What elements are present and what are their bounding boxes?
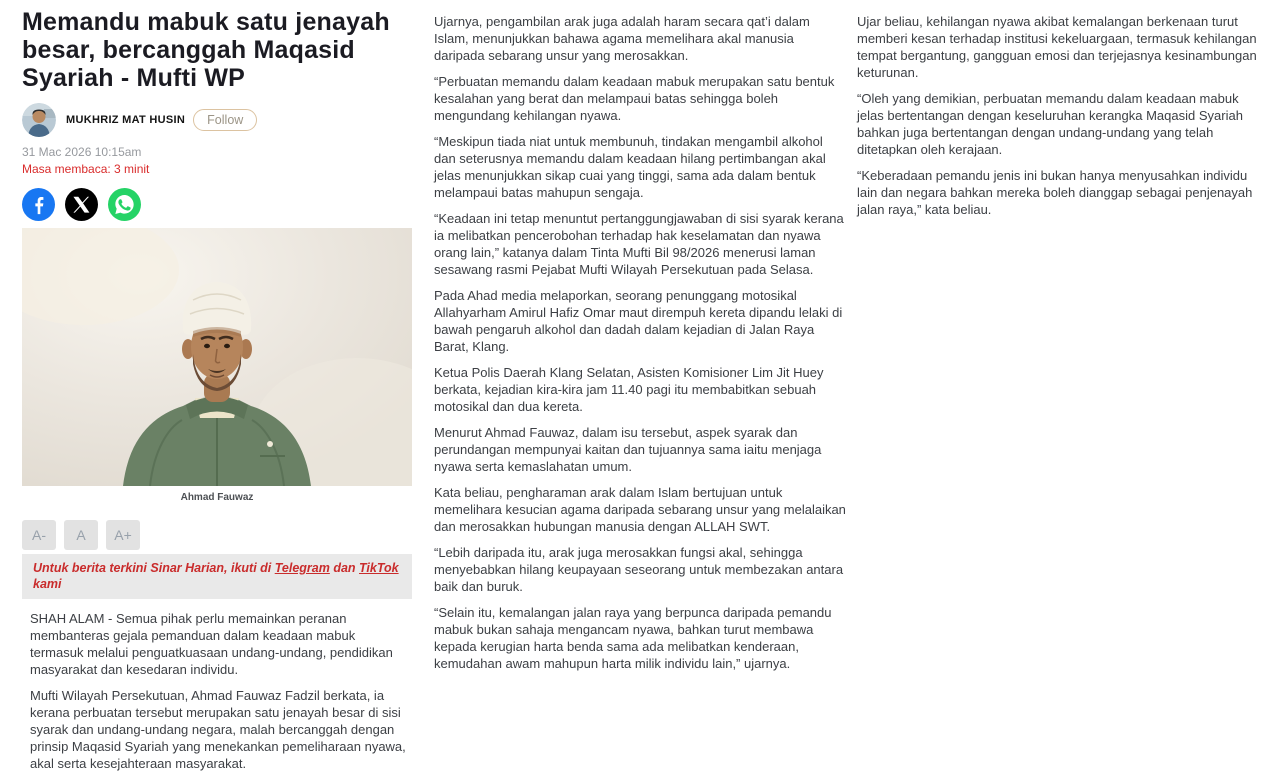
article-image [22,228,412,486]
intro-paragraphs [22,610,412,772]
paragraph: “Perbuatan memandu dalam keadaan mabuk merupakan satu bentuk kesalahan yang berat dan melampaui batas sehingga boleh mengundang kehilangan nyawa. [434,74,835,123]
paragraph: “Oleh yang demikian, perbuatan memandu dalam keadaan mabuk jelas bertentangan dengan keseluruhan kerangka Maqasid Syariah bahkan juga bertentangan dengan undang-undang yang telah ditetapkan oleh kerajaan. [857,91,1243,157]
article-middle-column [434,0,846,681]
article-left-column [22,0,412,781]
facebook-share-icon[interactable] [22,188,55,221]
article-right-column [857,0,1267,227]
paragraph: “Keadaan ini tetap menuntut pertanggungjawaban di sisi syarak kerana ia melibatkan pencerobohan terhadap hak keselamatan dan nyawa orang lain,” katanya dalam Tinta Mufti Bil 98/2026 menerusi laman sesawang rasmi Pejabat Mufti Wilayah Persekutuan pada Selasa. [434,211,844,277]
article-figure [22,228,412,503]
paragraph: Kata beliau, pengharaman arak dalam Islam bertujuan untuk memelihara kesucian agama daripada sebarang unsur yang melalaikan dan merosakkan hubungan manusia dengan ALLAH SWT. [434,485,846,534]
notice-text-prefix: Untuk berita terkini Sinar Harian, ikuti di [33,561,275,575]
x-share-icon[interactable] [65,188,98,221]
page-title: Memandu mabuk satu jenayah besar, bercanggah Maqasid Syariah - Mufti WP [22,8,390,92]
whatsapp-share-icon[interactable] [108,188,141,221]
share-buttons [22,188,412,221]
paragraph: “Selain itu, kemalangan jalan raya yang berpunca daripada pemandu mabuk bukan sahaja mengancam nyawa, bahkan turut membawa kepada kerugian harta benda sama ada melibatkan kenderaan, kemudahan awam mahupun harta milik individu lain,” ujarnya. [434,605,832,671]
paragraph: SHAH ALAM - Semua pihak perlu memainkan peranan membanteras gejala pemanduan dalam keadaan mabuk termasuk melalui penguatkuasaan undang-undang, pendidikan masyarakat dan kesedaran individu. [30,610,393,677]
paragraph: Mufti Wilayah Persekutuan, Ahmad Fauwaz Fadzil berkata, ia kerana perbuatan tersebut merupakan satu jenayah besar di sisi syarak dan undang-undang negara, malah bercanggah dengan prinsip Maqasid Syariah yang menekankan pemeliharaan nyawa, akal serta kesejahteraan masyarakat. [30,687,406,771]
reading-time: Masa membaca: 3 minit [22,162,150,176]
paragraph: “Keberadaan pemandu jenis ini bukan hanya menyusahkan individu lain dan negara bahkan mereka boleh dianggap sebagai penjenayah jalan raya,” kata beliau. [857,168,1253,217]
tiktok-link[interactable]: TikTok [359,561,399,575]
font-increase-button[interactable]: A+ [106,520,140,550]
notice-text-suffix: kami [33,577,62,592]
paragraph: Ujar beliau, kehilangan nyawa akibat kemalangan berkenaan turut memberi kesan terhadap institusi kekeluargaan, termasuk kehilangan tempat bergantung, gangguan emosi dan terjejasnya kesinambungan keturunan. [857,14,1257,80]
telegram-link[interactable]: Telegram [274,561,330,575]
paragraph: “Meskipun tiada niat untuk membunuh, tindakan mengambil alkohol dan seterusnya memandu dalam keadaan hilang pertimbangan akal jelas menunjukkan sikap cuai yang tinggi, sama ada dalam bentuk melampaui batas mahupun sengaja. [434,134,826,200]
notice-text-conjunction: dan [329,561,360,575]
font-reset-button[interactable]: A [64,520,98,550]
follow-button[interactable]: Follow [193,109,257,131]
author-avatar[interactable] [22,103,56,137]
paragraph: Ketua Polis Daerah Klang Selatan, Asisten Komisioner Lim Jit Huey berkata, kejadian kira-kira jam 11.40 pagi itu membabitkan sebuah motosikal dan dua kereta. [434,365,824,414]
font-size-controls [22,520,412,550]
publish-date: 31 Mac 2026 10:15am [22,145,142,159]
follow-us-notice [22,554,412,599]
author-name[interactable]: MUKHRIZ MAT HUSIN [66,114,186,126]
paragraph: Ujarnya, pengambilan arak juga adalah haram secara qat’i dalam Islam, menunjukkan bahawa agama memelihara akal manusia daripada sebarang unsur yang merosakkan. [434,14,810,63]
font-decrease-button[interactable]: A- [22,520,56,550]
image-caption: Ahmad Fauwaz [180,492,254,503]
paragraph: Menurut Ahmad Fauwaz, dalam isu tersebut, aspek syarak dan perundangan mempunyai kaitan dan tujuannya sama iaitu menjaga nyawa serta kemaslahatan umum. [434,425,822,474]
byline [22,103,412,137]
paragraph: “Lebih daripada itu, arak juga merosakkan fungsi akal, sehingga menyebabkan hilang keupayaan seseorang untuk membezakan antara baik dan buruk. [434,545,844,594]
paragraph: Pada Ahad media melaporkan, seorang penunggang motosikal Allahyarham Amirul Hafiz Omar maut dirempuh kereta dipandu lelaki di bawah pengaruh alkohol dan dadah dalam kejadian di Jalan Raya Barat, Klang. [434,288,843,354]
